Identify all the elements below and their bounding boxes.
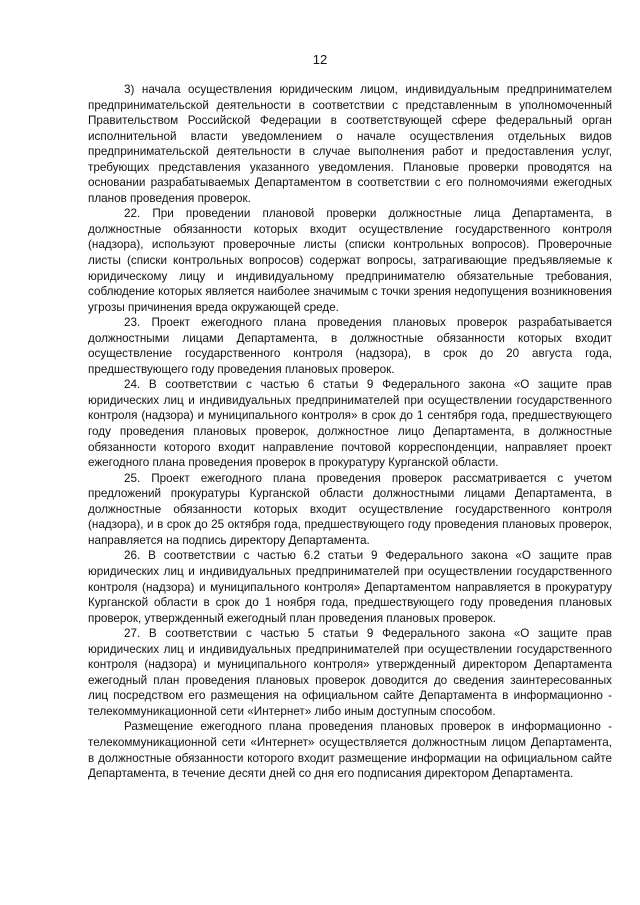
- paragraph-23: 23. Проект ежегодного плана проведения плановых проверок разрабатывается должностными лицами Департамента, в должностные обязанности которых входит осуществление государственного контроля (надзора), в срок до 20 августа года, предшествующего году проведения плановых проверок.: [88, 316, 612, 376]
- paragraph-item-3: 3) начала осуществления юридическим лицом, индивидуальным предпринимателем предпринимательской деятельности в соответствии с представленным в уполномоченный Правительством Российской Федерации в соответствующей сфере федеральный орган исполнительной власти уведомлением о начале осуществления отдельных видов предпринимательской деятельности в случае выполнения работ и предоставления услуг, требующих представления указанного уведомления. Плановые проверки проводятся на основании разрабатываемых Департаментом в соответствии с его полномочиями ежегодных планов проведения проверок.: [88, 83, 612, 205]
- paragraph-22: 22. При проведении плановой проверки должностные лица Департамента, в должностные обязанности которых входит осуществление государственного контроля (надзора), используют проверочные листы (списки контрольных вопросов). Проверочные листы (списки контрольных вопросов) содержат вопросы, затрагивающие предъявляемые к юридическому лицу и индивидуальному предпринимателю обязательные требования, соблюдение которых является наиболее значимым с точки зрения недопущения возникновения угрозы причинения вреда окружающей среде.: [88, 207, 612, 314]
- paragraph-25: 25. Проект ежегодного плана проведения проверок рассматривается с учетом предложений прокуратуры Курганской области должностными лицами Департамента, в должностные обязанности которых входит осуществление государственного контроля (надзора), и в срок до 25 октября года, предшествующего году проведения плановых проверок, направляется на подпись директору Департамента.: [88, 471, 612, 547]
- paragraph-27: 27. В соответствии с частью 5 статьи 9 Федерального закона «О защите прав юридических лиц и индивидуальных предпринимателей при осуществлении государственного контроля (надзора) и муниципального контроля» утвержденный директором Департамента ежегодный план проведения плановых проверок доводится до сведения заинтересованных лиц посредством его размещения на официальном сайте Департамента в информационно - телекоммуникационной сети «Интернет» либо иным доступным способом.: [88, 627, 612, 718]
- paragraph-24: 24. В соответствии с частью 6 статьи 9 Федерального закона «О защите прав юридических лиц и индивидуальных предпринимателей при осуществлении государственного контроля (надзора) и муниципального контроля» в срок до 1 сентября года, предшествующего году проведения плановых проверок, должностное лицо Департамента, в должностные обязанности которого входит направление почтовой корреспонденции, направляет проект ежегодного плана проведения проверок в прокуратуру Курганской области.: [88, 378, 612, 470]
- paragraph-26: 26. В соответствии с частью 6.2 статьи 9 Федерального закона «О защите прав юридических лиц и индивидуальных предпринимателей при осуществлении государственного контроля (надзора) и муниципального контроля» Департаментом направляется в прокуратуру Курганской области в срок до 1 ноября года, предшествующего году проведения плановых проверок, утвержденный ежегодный план проведения плановых проверок.: [88, 549, 612, 625]
- page-number: 12: [312, 52, 328, 67]
- scan-specks: ·: [471, 14, 474, 20]
- document-body: [88, 82, 612, 782]
- paragraph-27-continuation: Размещение ежегодного плана проведения плановых проверок в информационно - телекоммуникационной сети «Интернет» осуществляется должностным лицом Департамента, в должностные обязанности которого входит размещение информации на официальном сайте Департамента, в течение десяти дней со дня его подписания директором Департамента.: [88, 720, 612, 781]
